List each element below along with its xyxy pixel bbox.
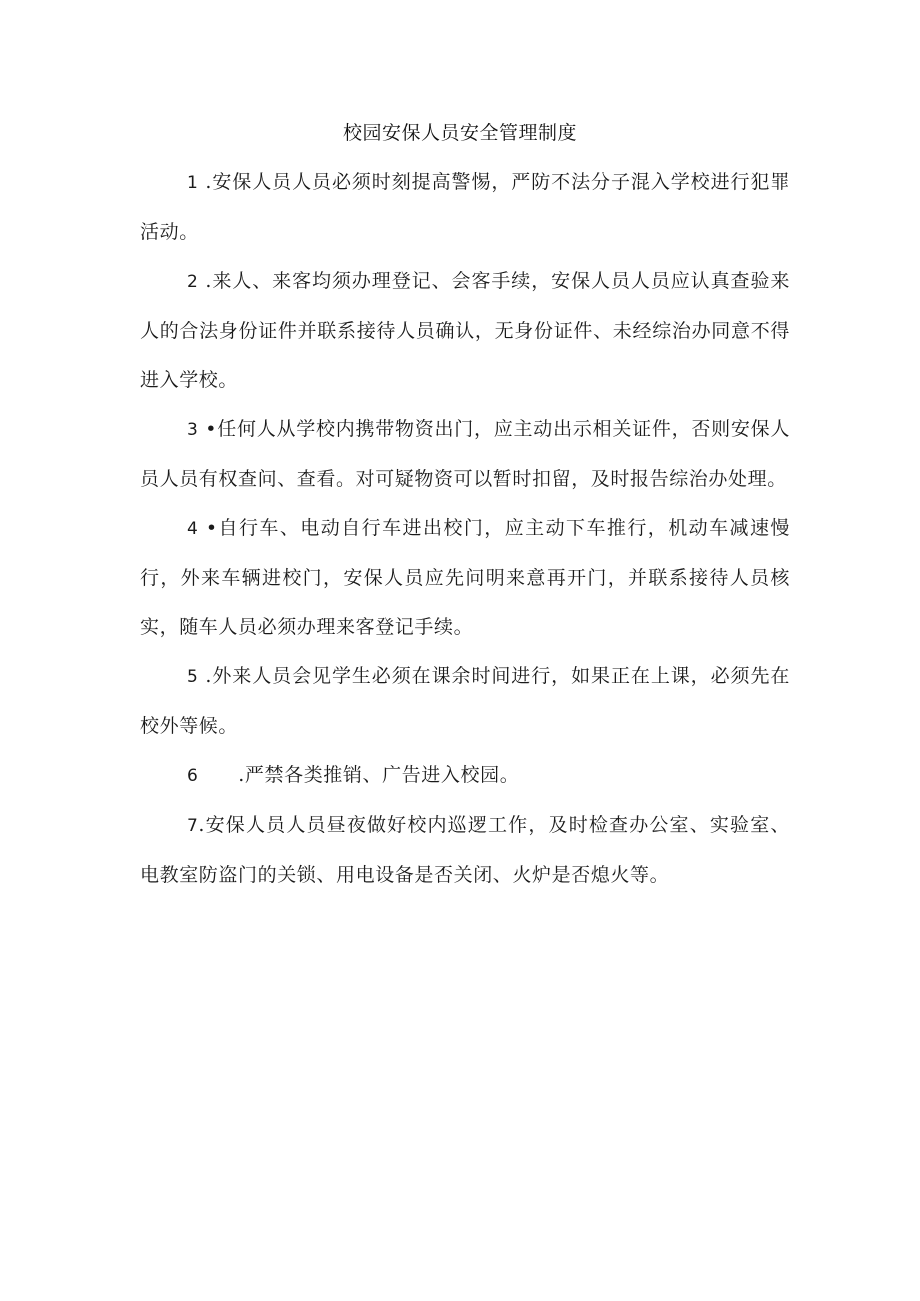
paragraph-2 [140,257,790,405]
paragraph-number: 2 [187,272,199,292]
paragraph-text: 任何人从学校内携带物资出门，应主动出示相关证件，否则安保人员人员有权查问、查看。对可疑物资可以暂时扣留，及时报告综治办处理。 [140,418,790,490]
paragraph-separator: • [198,418,218,440]
paragraph-number: 7 [187,816,199,836]
paragraph-text: 安保人员人员昼夜做好校内巡逻工作，及时检查办公室、实验室、电教室防盗门的关锁、用电设备是否关闭、火炉是否熄火等。 [140,814,790,886]
paragraph-separator: . [198,814,206,836]
paragraph-5 [140,652,790,751]
paragraph-number: 1 [187,173,199,193]
paragraph-number: 6 [187,766,199,786]
paragraph-separator: • [198,517,218,539]
paragraph-4 [140,504,790,652]
paragraph-text: 自行车、电动自行车进出校门，应主动下车推行，机动车减速慢行，外来车辆进校门，安保人员应先问明来意再开门，并联系接待人员核实，随车人员必须办理来客登记手续。 [140,517,790,638]
paragraph-1 [140,158,790,257]
paragraph-text: 外来人员会见学生必须在课余时间进行，如果正在上课，必须先在校外等候。 [140,665,790,737]
paragraph-number: 5 [187,667,199,687]
paragraph-number: 3 [187,420,199,440]
paragraph-text: 来人、来客均须办理登记、会客手续，安保人员人员应认真查验来人的合法身份证件并联系接待人员确认，无身份证件、未经综治办同意不得进入学校。 [140,270,790,391]
paragraph-6 [140,751,790,801]
document-title: 校园安保人员安全管理制度 [342,122,577,144]
document-body [140,158,790,900]
paragraph-separator: . [198,764,245,786]
paragraph-text: 安保人员人员必须时刻提高警惕，严防不法分子混入学校进行犯罪活动。 [140,171,790,243]
paragraph-separator: . [198,665,213,687]
paragraph-text: 严禁各类推销、广告进入校园。 [244,764,520,786]
paragraph-7 [140,801,790,900]
paragraph-separator: . [198,270,213,292]
paragraph-3 [140,405,790,504]
paragraph-number: 4 [187,519,199,539]
paragraph-separator: . [198,171,213,193]
